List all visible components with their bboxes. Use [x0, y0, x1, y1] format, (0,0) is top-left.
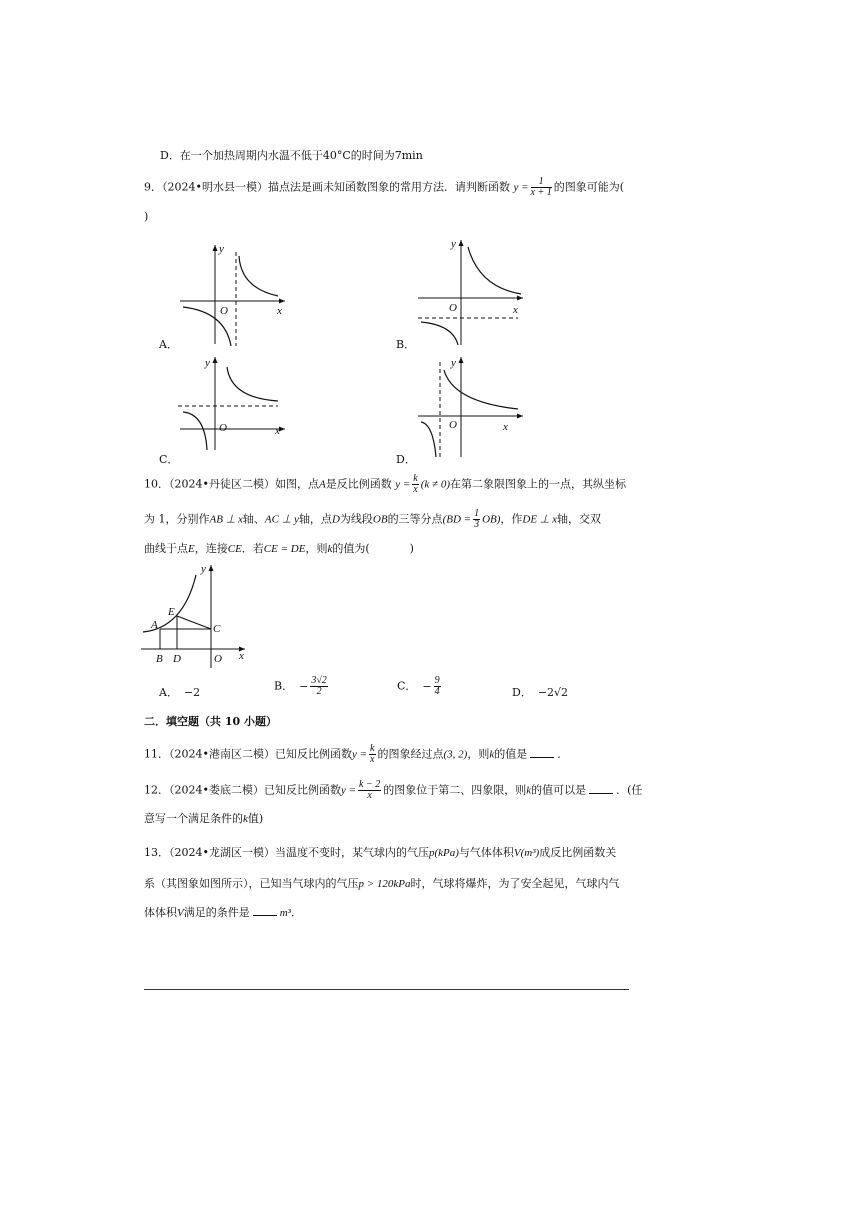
- q13-line2: [144, 876, 620, 892]
- numerator: 1: [531, 177, 552, 188]
- fraction: [358, 780, 381, 801]
- point-a: A: [318, 478, 326, 491]
- footer-divider: [144, 989, 629, 990]
- q10-option-c[interactable]: [397, 676, 443, 697]
- q11-stem: [144, 744, 568, 765]
- stem-text: 的值可以是: [531, 783, 587, 797]
- stem-text: 的图象经过点: [377, 747, 444, 761]
- denominator: x: [367, 790, 372, 801]
- q9-graph-a: [175, 240, 290, 350]
- volume-unit: V(m³): [513, 847, 540, 859]
- numerator: k: [413, 473, 418, 484]
- question-source: （2024•娄底二模）: [169, 783, 264, 797]
- q9-graph-b: [413, 235, 528, 350]
- question-number: 10．: [144, 477, 169, 491]
- q10-stem-line3: [144, 541, 414, 557]
- axis-x-label: x: [275, 425, 280, 437]
- axis-y-label: y: [451, 357, 456, 369]
- fraction: [434, 676, 441, 697]
- perp-ab: AB ⊥ x: [209, 513, 243, 526]
- option-label: D．: [512, 686, 532, 699]
- var-k: k: [327, 543, 333, 555]
- q10-stem-line1: [144, 474, 626, 495]
- q9-option-c[interactable]: C．: [159, 453, 179, 466]
- origin-label: O: [219, 422, 227, 434]
- question-source: （2024•港南区二模）: [169, 747, 275, 761]
- question-source: （2024•龙湖区一模）: [169, 846, 275, 859]
- stem-text: 已知反比例函数: [274, 747, 352, 761]
- q13-line1: [144, 845, 616, 861]
- q9-graph-c: [175, 352, 290, 452]
- stem-text: 时，气球将爆炸，为了安全起见，气球内气: [410, 877, 620, 890]
- stem-text: ，连接: [194, 542, 228, 555]
- stem-text: 轴、: [242, 512, 265, 526]
- stem-text: 如图，点: [274, 477, 319, 491]
- axis-x-label: x: [513, 304, 518, 316]
- axis-x-label: x: [239, 650, 244, 662]
- question-source: （2024•丹徒区二模）: [169, 477, 275, 491]
- stem-text: ．若: [241, 542, 264, 555]
- option-sign: −: [422, 679, 432, 693]
- var-k: k: [526, 784, 532, 797]
- point-value: (3, 2): [443, 748, 468, 761]
- perp-de: DE ⊥ x: [522, 513, 558, 526]
- stem-text: 的值是: [494, 747, 528, 761]
- stem-text: 的图象可能为(: [553, 180, 625, 194]
- q10-option-b[interactable]: [274, 676, 330, 697]
- q9-option-a[interactable]: A．: [159, 338, 178, 351]
- stem-text: 为 1，分别作: [144, 512, 210, 526]
- denominator: x: [413, 484, 418, 495]
- stem-text: 系（其图象如图所示），已知当气球内的气压: [144, 877, 359, 890]
- axis-x-label: x: [277, 305, 282, 317]
- q9-option-d[interactable]: D．: [396, 453, 416, 466]
- stem-text: 的图象位于第二、四象限，则: [383, 783, 527, 797]
- condition: p > 120kPa: [358, 878, 411, 890]
- option-text: 在一个加热周期内水温不低于40°C的时间为7min: [179, 149, 423, 162]
- q9-graph-d: [413, 352, 528, 462]
- stem-text: ．(任: [616, 783, 643, 797]
- option-label: B．: [274, 679, 294, 693]
- numerator: 1: [474, 508, 480, 519]
- option-value: −2: [183, 686, 201, 699]
- option-value: −2√2: [537, 686, 569, 699]
- axis-y-label: y: [205, 357, 210, 369]
- stem-text: ，则: [467, 747, 490, 761]
- pressure-unit: p(kPa): [428, 847, 459, 859]
- point-d: D: [331, 513, 340, 526]
- segment-ob: OB: [372, 513, 388, 526]
- axis-y-label: y: [451, 238, 456, 250]
- q9-stem: [144, 177, 624, 198]
- numerator: k: [370, 743, 375, 754]
- var-v: V: [177, 907, 184, 919]
- q10-option-a[interactable]: [159, 684, 200, 700]
- var-k: k: [243, 813, 248, 825]
- denominator: x + 1: [530, 187, 552, 198]
- stem-text: ，作: [500, 512, 523, 526]
- fraction: [310, 676, 328, 697]
- bd-eq: (BD =: [442, 513, 472, 526]
- denominator: 2: [316, 686, 322, 697]
- section-title: 二．填空题（共 10 小题）: [144, 715, 277, 728]
- stem-text: 已知反比例函数: [263, 783, 341, 797]
- segment-ce: CE: [227, 543, 242, 555]
- axis-y-label: y: [219, 243, 224, 255]
- unit: m³: [279, 907, 291, 919]
- stem-text: 的值为(: [332, 542, 370, 555]
- perp-ac: AC ⊥ y: [264, 513, 299, 526]
- label-c: C: [213, 623, 221, 635]
- fraction: [531, 177, 552, 198]
- func-y: y =: [513, 181, 529, 194]
- label-o: O: [214, 653, 222, 665]
- stem-text: 轴，点: [298, 512, 332, 526]
- bd-eq: OB): [482, 513, 501, 526]
- stem-text: 当温度不变时，某气球内的气压: [274, 846, 429, 859]
- fraction: [412, 474, 418, 495]
- q12-line2: [144, 811, 263, 827]
- question-source: （2024•明水县一模）: [162, 180, 268, 194]
- question-number: 13．: [144, 846, 169, 859]
- q13-line3: [144, 905, 302, 921]
- axis-y-label: y: [201, 563, 206, 575]
- stem-text: ．: [557, 747, 569, 761]
- func-y: y =: [351, 748, 368, 761]
- stem-text: 值): [247, 812, 264, 825]
- stem-text: 是反比例函数: [325, 477, 392, 491]
- stem-text: 描点法是画未知函数图象的常用方法．请判断函数: [267, 180, 510, 194]
- fraction: [473, 509, 480, 530]
- q10-figure: [138, 560, 253, 670]
- q9-close-paren: ): [144, 210, 149, 223]
- stem-text: ，则: [305, 542, 328, 555]
- func-y: y =: [395, 478, 411, 491]
- axis-x-label: x: [503, 421, 508, 433]
- stem-text: 成反比例函数关: [539, 846, 617, 859]
- q10-option-d[interactable]: [512, 684, 568, 700]
- origin-label: O: [449, 302, 457, 314]
- option-label: D．: [160, 149, 180, 162]
- q8-option-d: [160, 148, 423, 164]
- question-number: 12．: [144, 783, 169, 797]
- label-a: A: [151, 619, 158, 631]
- stem-text: 为线段: [339, 512, 373, 526]
- stem-text: 轴，交双: [557, 512, 602, 526]
- denominator: x: [370, 754, 375, 765]
- answer-blank[interactable]: [530, 747, 554, 758]
- stem-text: 与气体体积: [458, 846, 514, 859]
- answer-blank[interactable]: [589, 783, 613, 794]
- stem-text: 体体积: [144, 906, 177, 919]
- q10-stem-line2: [144, 509, 601, 530]
- answer-blank[interactable]: [253, 905, 277, 916]
- question-number: 11．: [144, 747, 169, 761]
- stem-text: 满足的条件是: [183, 906, 250, 919]
- origin-label: O: [220, 305, 228, 317]
- denominator: 4: [434, 686, 440, 697]
- origin-label: O: [449, 419, 457, 431]
- label-b: B: [156, 653, 163, 665]
- q12-stem: [144, 780, 642, 801]
- equation: CE = DE: [263, 543, 306, 555]
- label-e: E: [168, 606, 175, 618]
- numerator: 3√2: [311, 675, 327, 686]
- stem-text: 意写一个满足条件的: [144, 812, 243, 825]
- numerator: 9: [434, 675, 440, 686]
- func-y: y =: [340, 784, 357, 797]
- q9-option-b[interactable]: B．: [396, 338, 416, 351]
- fraction: [369, 744, 375, 765]
- var-k: k: [489, 748, 495, 761]
- denominator: 3: [474, 519, 480, 530]
- stem-text: 的三等分点: [387, 512, 443, 526]
- label-d: D: [173, 653, 181, 665]
- numerator: k − 2: [359, 779, 381, 790]
- option-label: C．: [397, 679, 417, 693]
- question-number: 9．: [144, 180, 162, 194]
- stem-text: 曲线于点: [144, 542, 188, 555]
- option-label: A．: [159, 686, 178, 699]
- stem-text: ): [409, 542, 414, 555]
- stem-text: 在第二象限图象上的一点，其纵坐标: [449, 477, 626, 491]
- stem-text: ．: [290, 906, 302, 919]
- condition: (k ≠ 0): [420, 478, 450, 491]
- point-e: E: [188, 543, 195, 555]
- option-sign: −: [299, 679, 309, 693]
